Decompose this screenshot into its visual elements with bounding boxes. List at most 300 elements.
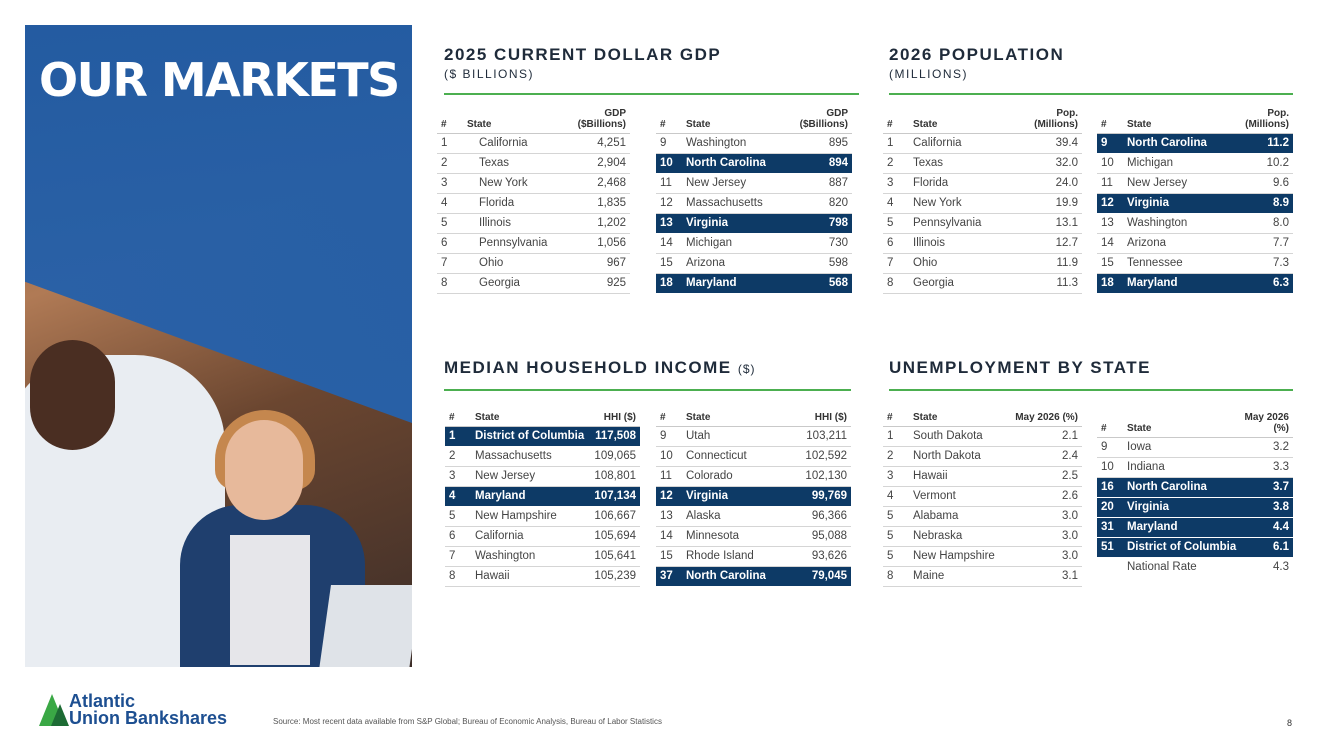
value-cell: 598 bbox=[786, 254, 852, 274]
value-cell: 1,202 bbox=[565, 214, 630, 234]
table-row bbox=[883, 427, 1082, 447]
state-header: State bbox=[1123, 412, 1240, 438]
page-number: 8 bbox=[1287, 718, 1293, 728]
value-cell: 568 bbox=[786, 274, 852, 294]
value-cell: 2.4 bbox=[1006, 447, 1082, 467]
source-note: Source: Most recent data available from S&P Global; Bureau of Economic Analysis, Bureau of Labor Statistics bbox=[273, 717, 662, 726]
value-cell: 2.5 bbox=[1006, 467, 1082, 487]
state-cell: New York bbox=[909, 194, 1012, 214]
state-cell: North Carolina bbox=[682, 154, 786, 174]
rank-cell: 2 bbox=[445, 447, 471, 467]
value-header: HHI ($) bbox=[590, 412, 640, 427]
value-cell: 4.3 bbox=[1273, 561, 1289, 574]
state-cell: Connecticut bbox=[682, 447, 790, 467]
rank-cell: 3 bbox=[437, 174, 463, 194]
value-cell: 99,769 bbox=[790, 487, 851, 507]
table-row bbox=[437, 134, 630, 154]
value-cell: 3.7 bbox=[1240, 478, 1293, 498]
table-row bbox=[437, 274, 630, 294]
table-row bbox=[656, 547, 851, 567]
state-cell: District of Columbia bbox=[471, 427, 590, 447]
state-cell: South Dakota bbox=[909, 427, 1006, 447]
state-cell: Georgia bbox=[909, 274, 1012, 294]
state-cell: New Jersey bbox=[682, 174, 786, 194]
state-cell: Virginia bbox=[1123, 498, 1240, 518]
value-cell: 967 bbox=[565, 254, 630, 274]
table-row bbox=[445, 567, 640, 587]
value-cell: 106,667 bbox=[590, 507, 640, 527]
value-cell: 1,835 bbox=[565, 194, 630, 214]
state-cell: North Carolina bbox=[1123, 134, 1230, 154]
rank-cell: 51 bbox=[1097, 538, 1123, 558]
rank-cell: 8 bbox=[437, 274, 463, 294]
state-cell: Illinois bbox=[463, 214, 565, 234]
rank-header: # bbox=[883, 108, 909, 134]
value-cell: 3.3 bbox=[1240, 458, 1293, 478]
value-cell: 32.0 bbox=[1012, 154, 1082, 174]
value-cell: 19.9 bbox=[1012, 194, 1082, 214]
value-cell: 102,130 bbox=[790, 467, 851, 487]
state-cell: Arizona bbox=[1123, 234, 1230, 254]
population-rule bbox=[889, 93, 1293, 95]
rank-cell: 11 bbox=[656, 467, 682, 487]
table-row bbox=[1097, 498, 1293, 518]
state-cell: Pennsylvania bbox=[463, 234, 565, 254]
state-cell: California bbox=[471, 527, 590, 547]
table-row bbox=[437, 154, 630, 174]
value-cell: 105,694 bbox=[590, 527, 640, 547]
rank-cell: 10 bbox=[1097, 458, 1123, 478]
table-row bbox=[883, 134, 1082, 154]
value-cell: 2,904 bbox=[565, 154, 630, 174]
value-cell: 11.9 bbox=[1012, 254, 1082, 274]
rank-cell: 10 bbox=[656, 154, 682, 174]
table-row bbox=[445, 487, 640, 507]
rank-cell: 15 bbox=[656, 547, 682, 567]
hero-image bbox=[25, 25, 412, 667]
state-cell: Florida bbox=[463, 194, 565, 214]
state-cell: Alabama bbox=[909, 507, 1006, 527]
rank-cell: 5 bbox=[445, 507, 471, 527]
state-cell: Alaska bbox=[682, 507, 790, 527]
rank-cell: 6 bbox=[883, 234, 909, 254]
value-cell: 93,626 bbox=[790, 547, 851, 567]
rank-cell: 2 bbox=[883, 447, 909, 467]
state-cell: Colorado bbox=[682, 467, 790, 487]
state-cell: Virginia bbox=[1123, 194, 1230, 214]
value-cell: 3.2 bbox=[1240, 438, 1293, 458]
state-cell: Maryland bbox=[471, 487, 590, 507]
state-cell: Vermont bbox=[909, 487, 1006, 507]
rank-header: # bbox=[656, 108, 682, 134]
population-table-left bbox=[883, 108, 1082, 294]
gdp-table-left bbox=[437, 108, 630, 294]
table-row bbox=[437, 214, 630, 234]
rank-cell: 1 bbox=[445, 427, 471, 447]
unemployment-rule bbox=[889, 389, 1293, 391]
table-row bbox=[656, 467, 851, 487]
table-row bbox=[1097, 274, 1293, 294]
table-row bbox=[883, 154, 1082, 174]
state-cell: Massachusetts bbox=[682, 194, 786, 214]
gdp-subtitle: ($ BILLIONS) bbox=[444, 67, 535, 81]
unemployment-title: UNEMPLOYMENT BY STATE bbox=[889, 358, 1151, 377]
state-cell: Massachusetts bbox=[471, 447, 590, 467]
rank-header: # bbox=[1097, 412, 1123, 438]
table-row bbox=[883, 467, 1082, 487]
value-cell: 6.1 bbox=[1240, 538, 1293, 558]
value-cell: 13.1 bbox=[1012, 214, 1082, 234]
rank-cell: 3 bbox=[883, 174, 909, 194]
table-row bbox=[656, 274, 852, 294]
state-header: State bbox=[682, 412, 790, 427]
rank-cell: 1 bbox=[883, 427, 909, 447]
rank-cell: 13 bbox=[1097, 214, 1123, 234]
value-cell: 102,592 bbox=[790, 447, 851, 467]
table-row bbox=[1097, 254, 1293, 274]
value-cell: 3.0 bbox=[1006, 527, 1082, 547]
rank-cell: 5 bbox=[883, 507, 909, 527]
income-title-suffix: ($) bbox=[737, 362, 756, 376]
rank-cell: 2 bbox=[437, 154, 463, 174]
table-row bbox=[883, 547, 1082, 567]
table-row bbox=[1097, 214, 1293, 234]
state-cell: Michigan bbox=[682, 234, 786, 254]
table-row bbox=[1097, 458, 1293, 478]
value-cell: 117,508 bbox=[590, 427, 640, 447]
table-row bbox=[1097, 558, 1293, 578]
value-cell: 730 bbox=[786, 234, 852, 254]
rank-cell: 8 bbox=[445, 567, 471, 587]
value-header: May 2026 (%) bbox=[1006, 412, 1082, 427]
state-cell: Washington bbox=[1123, 214, 1230, 234]
state-cell: Minnesota bbox=[682, 527, 790, 547]
table-row bbox=[445, 427, 640, 447]
rank-cell: 6 bbox=[445, 527, 471, 547]
state-cell: New Jersey bbox=[1123, 174, 1230, 194]
state-cell: Indiana bbox=[1123, 458, 1240, 478]
table-row bbox=[883, 234, 1082, 254]
rank-cell: 10 bbox=[656, 447, 682, 467]
rank-cell: 5 bbox=[883, 527, 909, 547]
value-cell: 79,045 bbox=[790, 567, 851, 587]
value-cell: 894 bbox=[786, 154, 852, 174]
logo-text-line1: Atlantic bbox=[69, 691, 136, 711]
state-header: State bbox=[682, 108, 786, 134]
value-cell: 8.9 bbox=[1230, 194, 1293, 214]
table-row bbox=[437, 174, 630, 194]
state-cell: Ohio bbox=[463, 254, 565, 274]
rank-cell: 7 bbox=[437, 254, 463, 274]
person-right-head bbox=[225, 420, 303, 520]
rank-cell: 37 bbox=[656, 567, 682, 587]
value-cell: 109,065 bbox=[590, 447, 640, 467]
rank-cell: 9 bbox=[656, 427, 682, 447]
gdp-rule bbox=[444, 93, 859, 95]
table-row bbox=[656, 134, 852, 154]
value-cell: 3.0 bbox=[1006, 507, 1082, 527]
rank-cell: 7 bbox=[445, 547, 471, 567]
rank-cell: 5 bbox=[883, 547, 909, 567]
rank-cell: 1 bbox=[437, 134, 463, 154]
state-cell: Hawaii bbox=[909, 467, 1006, 487]
state-cell: Rhode Island bbox=[682, 547, 790, 567]
unemployment-table-left bbox=[883, 412, 1082, 587]
table-row bbox=[1097, 518, 1293, 538]
rank-cell: 16 bbox=[1097, 478, 1123, 498]
rank-cell bbox=[1097, 558, 1123, 578]
table-row bbox=[656, 174, 852, 194]
state-header: State bbox=[909, 412, 1006, 427]
state-cell: North Carolina bbox=[1123, 478, 1240, 498]
value-cell: 108,801 bbox=[590, 467, 640, 487]
rank-cell: 8 bbox=[883, 567, 909, 587]
value-cell: 39.4 bbox=[1012, 134, 1082, 154]
value-header: GDP ($Billions) bbox=[786, 108, 852, 134]
table-row bbox=[883, 507, 1082, 527]
rank-cell: 18 bbox=[1097, 274, 1123, 294]
table-row bbox=[883, 214, 1082, 234]
rank-cell: 14 bbox=[656, 527, 682, 547]
value-cell: 7.7 bbox=[1230, 234, 1293, 254]
table-row bbox=[445, 527, 640, 547]
table-row bbox=[656, 567, 851, 587]
table-row bbox=[1097, 478, 1293, 498]
rank-header: # bbox=[656, 412, 682, 427]
value-cell: 11.2 bbox=[1230, 134, 1293, 154]
value-cell: 10.2 bbox=[1230, 154, 1293, 174]
gdp-table-right bbox=[656, 108, 852, 294]
rank-cell: 4 bbox=[883, 194, 909, 214]
value-cell: 95,088 bbox=[790, 527, 851, 547]
table-row bbox=[883, 567, 1082, 587]
table-row bbox=[1097, 134, 1293, 154]
rank-cell: 13 bbox=[656, 214, 682, 234]
rank-cell: 11 bbox=[1097, 174, 1123, 194]
state-cell: Tennessee bbox=[1123, 254, 1230, 274]
table-row bbox=[1097, 194, 1293, 214]
value-cell: 3.8 bbox=[1240, 498, 1293, 518]
state-cell: New Hampshire bbox=[909, 547, 1006, 567]
table-row bbox=[1097, 438, 1293, 458]
value-cell: 7.3 bbox=[1230, 254, 1293, 274]
value-cell: 1,056 bbox=[565, 234, 630, 254]
state-cell: Pennsylvania bbox=[909, 214, 1012, 234]
state-cell: District of Columbia bbox=[1123, 538, 1240, 558]
state-cell: Virginia bbox=[682, 487, 790, 507]
rank-cell: 31 bbox=[1097, 518, 1123, 538]
value-cell: 9.6 bbox=[1230, 174, 1293, 194]
rank-cell: 13 bbox=[656, 507, 682, 527]
state-cell: Illinois bbox=[909, 234, 1012, 254]
value-cell: 4,251 bbox=[565, 134, 630, 154]
rank-header: # bbox=[1097, 108, 1123, 134]
state-header: State bbox=[463, 108, 565, 134]
state-header: State bbox=[1123, 108, 1230, 134]
value-cell: 798 bbox=[786, 214, 852, 234]
value-cell: 2,468 bbox=[565, 174, 630, 194]
unemployment-table-right bbox=[1097, 412, 1293, 578]
state-cell: Washington bbox=[471, 547, 590, 567]
rank-cell: 9 bbox=[1097, 134, 1123, 154]
rank-cell: 4 bbox=[437, 194, 463, 214]
state-cell: California bbox=[909, 134, 1012, 154]
table-row bbox=[1097, 538, 1293, 558]
value-header: HHI ($) bbox=[790, 412, 851, 427]
rank-cell: 5 bbox=[437, 214, 463, 234]
income-title: MEDIAN HOUSEHOLD INCOME ($) bbox=[444, 358, 756, 377]
population-title: 2026 POPULATION bbox=[889, 45, 1065, 64]
state-cell: New Jersey bbox=[471, 467, 590, 487]
table-row bbox=[883, 194, 1082, 214]
state-header: State bbox=[471, 412, 590, 427]
rank-cell: 11 bbox=[656, 174, 682, 194]
table-row bbox=[1097, 174, 1293, 194]
state-cell: North Carolina bbox=[682, 567, 790, 587]
rank-cell: 20 bbox=[1097, 498, 1123, 518]
state-cell: Maryland bbox=[1123, 518, 1240, 538]
table-row bbox=[883, 174, 1082, 194]
state-cell: National Rate bbox=[1127, 561, 1197, 574]
table-row bbox=[656, 214, 852, 234]
population-table-right bbox=[1097, 108, 1293, 294]
value-cell: 11.3 bbox=[1012, 274, 1082, 294]
income-table-left bbox=[445, 412, 640, 587]
table-row bbox=[445, 507, 640, 527]
table-row bbox=[883, 527, 1082, 547]
state-cell: Nebraska bbox=[909, 527, 1006, 547]
value-header: Pop. (Millions) bbox=[1012, 108, 1082, 134]
table-row bbox=[656, 527, 851, 547]
state-cell: Maryland bbox=[1123, 274, 1230, 294]
person-right-shirt bbox=[230, 535, 310, 665]
income-table-right bbox=[656, 412, 851, 587]
table-row bbox=[656, 507, 851, 527]
table-row bbox=[883, 447, 1082, 467]
population-subtitle: (MILLIONS) bbox=[889, 67, 969, 81]
value-cell: 2.6 bbox=[1006, 487, 1082, 507]
value-header: May 2026 (%) bbox=[1240, 412, 1293, 438]
state-cell: Ohio bbox=[909, 254, 1012, 274]
value-cell: 103,211 bbox=[790, 427, 851, 447]
rank-cell: 2 bbox=[883, 154, 909, 174]
value-cell: 820 bbox=[786, 194, 852, 214]
table-row bbox=[445, 447, 640, 467]
rank-cell: 4 bbox=[883, 487, 909, 507]
state-cell: North Dakota bbox=[909, 447, 1006, 467]
state-cell: Arizona bbox=[682, 254, 786, 274]
rank-cell: 14 bbox=[1097, 234, 1123, 254]
income-rule bbox=[444, 389, 851, 391]
value-cell: 4.4 bbox=[1240, 518, 1293, 538]
rank-header: # bbox=[445, 412, 471, 427]
value-cell: 895 bbox=[786, 134, 852, 154]
value-cell: 96,366 bbox=[790, 507, 851, 527]
rank-cell: 14 bbox=[656, 234, 682, 254]
rank-cell: 1 bbox=[883, 134, 909, 154]
state-cell: Georgia bbox=[463, 274, 565, 294]
table-row bbox=[883, 254, 1082, 274]
table-row bbox=[437, 234, 630, 254]
value-cell: 3.1 bbox=[1006, 567, 1082, 587]
rank-cell: 5 bbox=[883, 214, 909, 234]
state-cell: Michigan bbox=[1123, 154, 1230, 174]
table-row bbox=[656, 254, 852, 274]
rank-cell: 3 bbox=[883, 467, 909, 487]
rank-cell: 18 bbox=[656, 274, 682, 294]
logo-text-line2: Union Bankshares bbox=[69, 708, 228, 728]
rank-cell: 15 bbox=[1097, 254, 1123, 274]
value-cell: 105,239 bbox=[590, 567, 640, 587]
state-cell: Washington bbox=[682, 134, 786, 154]
table-row bbox=[445, 467, 640, 487]
state-cell: New York bbox=[463, 174, 565, 194]
rank-header: # bbox=[883, 412, 909, 427]
table-row bbox=[656, 427, 851, 447]
state-cell: Hawaii bbox=[471, 567, 590, 587]
value-cell: 105,641 bbox=[590, 547, 640, 567]
state-header: State bbox=[909, 108, 1012, 134]
rank-cell: 12 bbox=[656, 194, 682, 214]
table-row bbox=[437, 194, 630, 214]
state-cell: Texas bbox=[909, 154, 1012, 174]
table-row bbox=[656, 234, 852, 254]
rank-cell: 8 bbox=[883, 274, 909, 294]
table-row bbox=[437, 254, 630, 274]
value-cell: 3.0 bbox=[1006, 547, 1082, 567]
state-cell: Iowa bbox=[1123, 438, 1240, 458]
rank-cell: 3 bbox=[445, 467, 471, 487]
value-cell: 6.3 bbox=[1230, 274, 1293, 294]
value-cell: 887 bbox=[786, 174, 852, 194]
gdp-title: 2025 CURRENT DOLLAR GDP bbox=[444, 45, 722, 64]
rank-cell: 9 bbox=[656, 134, 682, 154]
table-row bbox=[883, 274, 1082, 294]
value-cell: 107,134 bbox=[590, 487, 640, 507]
rank-cell: 12 bbox=[1097, 194, 1123, 214]
value-cell: 2.1 bbox=[1006, 427, 1082, 447]
value-header: Pop. (Millions) bbox=[1230, 108, 1293, 134]
value-header: GDP ($Billions) bbox=[565, 108, 630, 134]
table-row bbox=[883, 487, 1082, 507]
laptop bbox=[319, 585, 412, 667]
value-cell: 24.0 bbox=[1012, 174, 1082, 194]
person-left-head bbox=[30, 340, 115, 450]
state-cell: California bbox=[463, 134, 565, 154]
value-cell: 925 bbox=[565, 274, 630, 294]
table-row bbox=[656, 194, 852, 214]
logo-mark-inner-icon bbox=[51, 704, 69, 726]
table-row bbox=[1097, 154, 1293, 174]
table-row bbox=[656, 447, 851, 467]
value-cell: 12.7 bbox=[1012, 234, 1082, 254]
state-cell: Maine bbox=[909, 567, 1006, 587]
rank-cell: 4 bbox=[445, 487, 471, 507]
state-cell: Maryland bbox=[682, 274, 786, 294]
rank-cell: 15 bbox=[656, 254, 682, 274]
table-row bbox=[1097, 234, 1293, 254]
state-cell: Virginia bbox=[682, 214, 786, 234]
table-row bbox=[445, 547, 640, 567]
rank-cell: 9 bbox=[1097, 438, 1123, 458]
state-cell: New Hampshire bbox=[471, 507, 590, 527]
state-cell: Utah bbox=[682, 427, 790, 447]
rank-header: # bbox=[437, 108, 463, 134]
rank-cell: 7 bbox=[883, 254, 909, 274]
rank-cell: 12 bbox=[656, 487, 682, 507]
page-title: OUR MARKETS bbox=[39, 53, 399, 107]
rank-cell: 10 bbox=[1097, 154, 1123, 174]
